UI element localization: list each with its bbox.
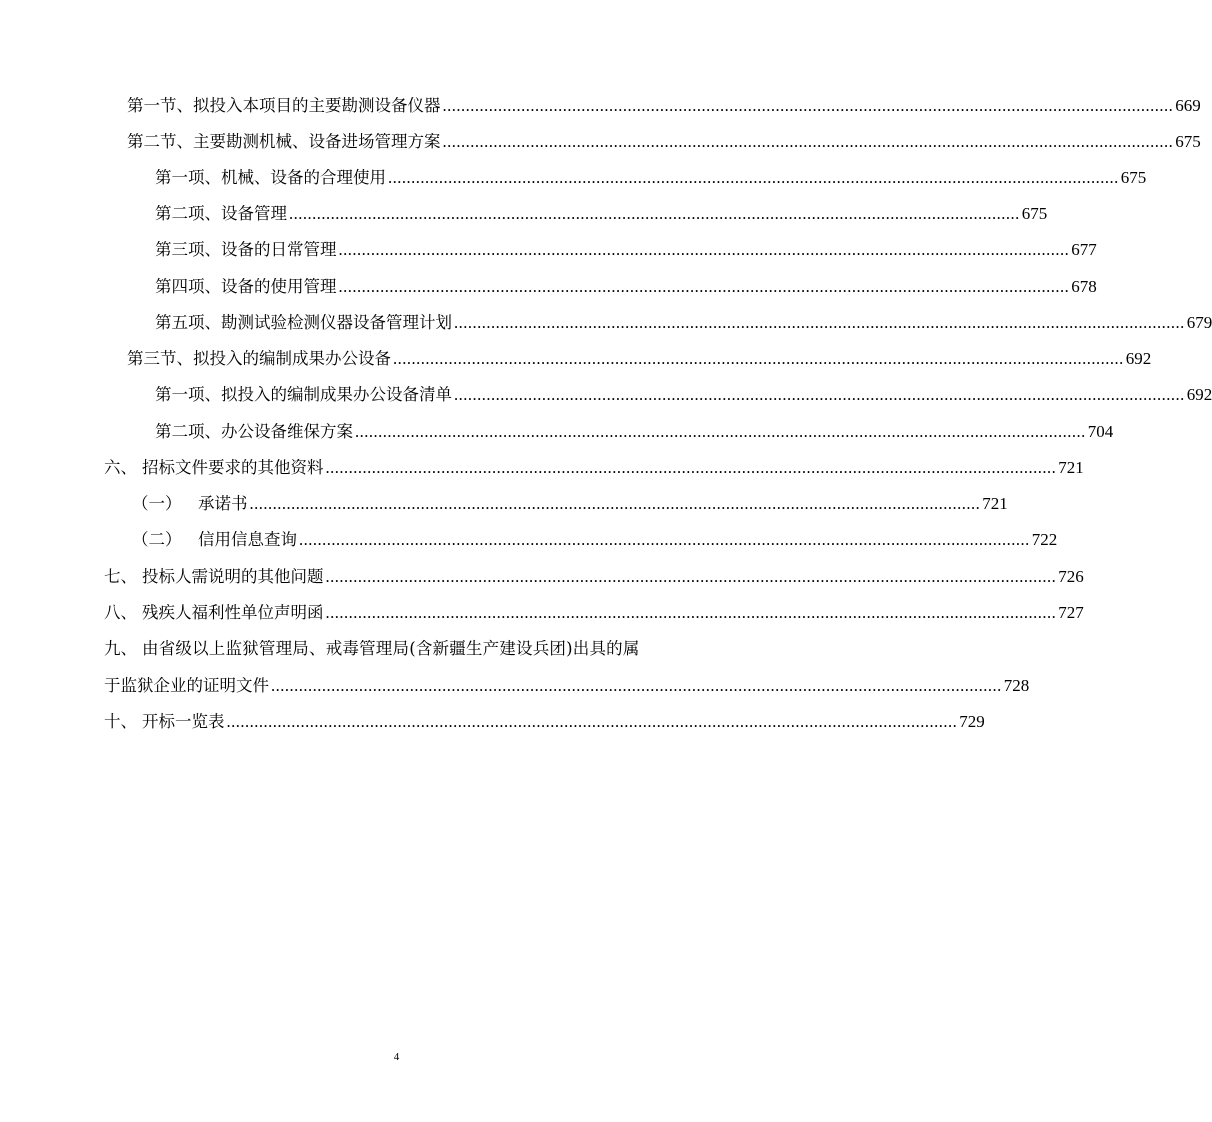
- toc-entry-number: 七、: [104, 567, 137, 586]
- toc-entry-wrapped-second-line[interactable]: [104, 669, 1030, 697]
- toc-entry-page: 722: [1031, 530, 1058, 549]
- toc-leader-dots: ..............................................................................................................................................................: [442, 96, 1174, 115]
- toc-entry-title: 由省级以上监狱管理局、戒毒管理局(含新疆生产建设兵团)出具的属: [142, 639, 640, 658]
- toc-entry-title: 第一节、拟投入本项目的主要勘测设备仪器: [127, 96, 441, 115]
- toc-entry-title: 招标文件要求的其他资料: [142, 458, 324, 477]
- toc-entry[interactable]: [155, 306, 1212, 334]
- toc-entry[interactable]: [155, 378, 1212, 406]
- toc-entry-page: 726: [1058, 567, 1084, 586]
- toc-entry-page: 675: [1175, 132, 1201, 151]
- toc-entry-title: 第五项、勘测试验检测仪器设备管理计划: [155, 313, 452, 332]
- toc-entry-title: 第二节、主要勘测机械、设备进场管理方案: [127, 132, 441, 151]
- toc-entry-page: 669: [1175, 96, 1201, 115]
- toc-entry-wrapped-first-line[interactable]: [104, 632, 694, 660]
- toc-entry-title: 开标一览表: [142, 712, 225, 731]
- toc-entry-title: 信用信息查询: [198, 530, 297, 549]
- toc-entry-page: 678: [1071, 277, 1097, 296]
- toc-entry-page: 692: [1186, 385, 1212, 404]
- toc-entry-number: （一）: [132, 494, 182, 513]
- toc-leader-dots: ..............................................................................................................................................................: [355, 422, 1086, 441]
- toc-leader-dots: ..............................................................................................................................................................: [289, 204, 1020, 223]
- toc-entry-title: 第一项、拟投入的编制成果办公设备清单: [155, 385, 452, 404]
- toc-leader-dots: ..............................................................................................................................................................: [325, 567, 1057, 586]
- toc-entry-title: 第三项、设备的日常管理: [155, 240, 337, 259]
- toc-entry-page: 729: [959, 712, 985, 731]
- toc-entry-title: 第二项、设备管理: [155, 204, 287, 223]
- toc-entry-page: 704: [1087, 422, 1114, 441]
- toc-entry-title: 第四项、设备的使用管理: [155, 277, 337, 296]
- toc-entry[interactable]: [104, 487, 1008, 515]
- toc-entry-number: 八、: [104, 603, 137, 622]
- toc-entry[interactable]: [155, 415, 1114, 443]
- toc-entry-page: 728: [1003, 676, 1030, 695]
- toc-entry-title: 第一项、机械、设备的合理使用: [155, 168, 386, 187]
- page-number: 4: [393, 1051, 400, 1063]
- toc-entry-number: 六、: [104, 458, 137, 477]
- toc-leader-dots: ..............................................................................................................................................................: [442, 132, 1174, 151]
- toc-entry-page: 675: [1120, 168, 1147, 187]
- toc-leader-dots: ..............................................................................................................................................................: [388, 168, 1119, 187]
- toc-entry[interactable]: [155, 161, 1147, 189]
- toc-entry-title: 第三节、拟投入的编制成果办公设备: [127, 349, 391, 368]
- toc-entry-page: 675: [1021, 204, 1048, 223]
- toc-entry[interactable]: [104, 560, 1084, 588]
- toc-leader-dots: ..............................................................................................................................................................: [454, 385, 1185, 404]
- toc-leader-dots: ..............................................................................................................................................................: [299, 530, 1030, 549]
- toc-entry[interactable]: [127, 89, 1201, 117]
- toc-leader-dots: ..............................................................................................................................................................: [226, 712, 958, 731]
- toc-leader-dots: ..............................................................................................................................................................: [249, 494, 981, 513]
- toc-entry[interactable]: [104, 451, 1084, 479]
- toc-leader-dots: ..............................................................................................................................................................: [325, 458, 1057, 477]
- toc-entry[interactable]: [155, 270, 1097, 298]
- toc-entry-title: 投标人需说明的其他问题: [142, 567, 324, 586]
- toc-entry-number: 十、: [104, 712, 137, 731]
- toc-entry-title: 第二项、办公设备维保方案: [155, 422, 353, 441]
- toc-leader-dots: ..............................................................................................................................................................: [393, 349, 1124, 368]
- toc-leader-dots: ..............................................................................................................................................................: [271, 676, 1002, 695]
- toc-leader-dots: ..............................................................................................................................................................: [338, 240, 1070, 259]
- toc-entry-number: 九、: [104, 639, 137, 658]
- toc-entry-number: （二）: [132, 530, 182, 549]
- toc-entry-page: 679: [1186, 313, 1212, 332]
- toc-entry-title-continued: 于监狱企业的证明文件: [104, 676, 269, 695]
- toc-leader-dots: ..............................................................................................................................................................: [338, 277, 1070, 296]
- toc-entry-title: 承诺书: [198, 494, 248, 513]
- toc-entry[interactable]: [155, 197, 1048, 225]
- toc-entry-page: 677: [1071, 240, 1097, 259]
- toc-leader-dots: ..............................................................................................................................................................: [325, 603, 1057, 622]
- toc-entry[interactable]: [127, 342, 1152, 370]
- toc-entry-page: 721: [1058, 458, 1084, 477]
- toc-entry-page: 721: [982, 494, 1008, 513]
- toc-leader-dots: ..............................................................................................................................................................: [454, 313, 1185, 332]
- toc-entry-page: 692: [1125, 349, 1152, 368]
- toc-entry[interactable]: [104, 596, 1084, 624]
- toc-entry[interactable]: [155, 233, 1097, 261]
- toc-entry-page: 727: [1058, 603, 1084, 622]
- toc-entry[interactable]: [127, 125, 1201, 153]
- toc-entry[interactable]: [104, 705, 985, 733]
- toc-entry[interactable]: [104, 523, 1058, 551]
- toc-entry-title: 残疾人福利性单位声明函: [142, 603, 324, 622]
